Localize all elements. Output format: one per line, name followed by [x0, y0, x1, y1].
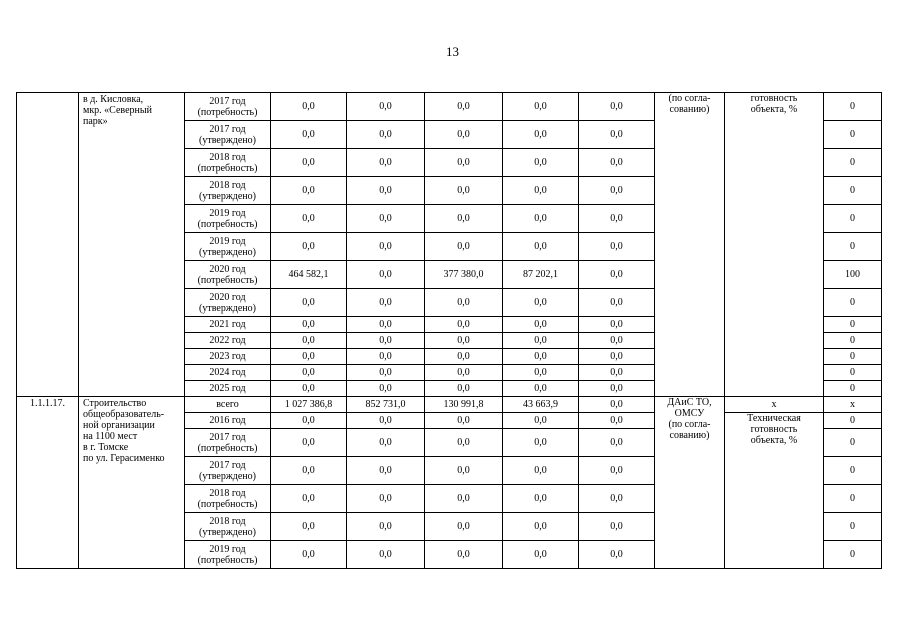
value-cell-v4: 0,0	[503, 149, 579, 177]
value-cell-v4: 0,0	[503, 485, 579, 513]
indicator-value-cell: 0	[824, 121, 882, 149]
period-cell: 2017 год (утверждено)	[185, 121, 271, 149]
item-code	[17, 93, 79, 397]
value-cell-v1: 0,0	[271, 177, 347, 205]
value-cell-v1: 0,0	[271, 121, 347, 149]
indicator-name-cell: х	[725, 397, 824, 413]
value-cell-v4: 87 202,1	[503, 261, 579, 289]
indicator-value-cell: х	[824, 397, 882, 413]
period-cell: 2016 год	[185, 413, 271, 429]
value-cell-v5: 0,0	[579, 149, 655, 177]
table-row-total	[17, 397, 882, 413]
period-cell: 2019 год (утверждено)	[185, 233, 271, 261]
value-cell-v5: 0,0	[579, 233, 655, 261]
value-cell-v4: 0,0	[503, 177, 579, 205]
indicator-value-cell: 0	[824, 93, 882, 121]
value-cell-v5: 0,0	[579, 541, 655, 569]
value-cell-v3: 0,0	[425, 177, 503, 205]
period-cell: 2024 год	[185, 365, 271, 381]
value-cell-v4: 0,0	[503, 429, 579, 457]
value-cell-v3: 0,0	[425, 513, 503, 541]
value-cell-v4: 43 663,9	[503, 397, 579, 413]
value-cell-v3: 0,0	[425, 205, 503, 233]
value-cell-v2: 0,0	[347, 485, 425, 513]
value-cell-v4: 0,0	[503, 413, 579, 429]
value-cell-v2: 0,0	[347, 121, 425, 149]
value-cell-v1: 0,0	[271, 365, 347, 381]
value-cell-v2: 0,0	[347, 457, 425, 485]
period-cell: 2018 год (потребность)	[185, 485, 271, 513]
value-cell-v1: 0,0	[271, 333, 347, 349]
item-name: Строительство общеобразователь- ной организации на 1100 мест в г. Томске по ул. Герасименко	[79, 397, 185, 569]
indicator-value-cell: 0	[824, 457, 882, 485]
indicator-value-cell: 0	[824, 149, 882, 177]
value-cell-v5: 0,0	[579, 93, 655, 121]
value-cell-v3: 0,0	[425, 233, 503, 261]
executor-cell: ДАиС ТО, ОМСУ (по согла- сованию)	[655, 397, 725, 569]
period-cell: 2018 год (утверждено)	[185, 513, 271, 541]
value-cell-v1: 0,0	[271, 93, 347, 121]
value-cell-v5: 0,0	[579, 429, 655, 457]
value-cell-v3: 0,0	[425, 349, 503, 365]
value-cell-v2: 0,0	[347, 429, 425, 457]
period-cell: 2018 год (потребность)	[185, 149, 271, 177]
value-cell-v2: 852 731,0	[347, 397, 425, 413]
period-cell: 2018 год (утверждено)	[185, 177, 271, 205]
value-cell-v3: 0,0	[425, 333, 503, 349]
value-cell-v4: 0,0	[503, 457, 579, 485]
value-cell-v5: 0,0	[579, 261, 655, 289]
value-cell-v2: 0,0	[347, 289, 425, 317]
value-cell-v1: 0,0	[271, 289, 347, 317]
period-cell: 2019 год (потребность)	[185, 205, 271, 233]
value-cell-v3: 0,0	[425, 365, 503, 381]
period-cell: 2025 год	[185, 381, 271, 397]
value-cell-v1: 0,0	[271, 205, 347, 233]
value-cell-v4: 0,0	[503, 541, 579, 569]
value-cell-v2: 0,0	[347, 413, 425, 429]
indicator-name-cell: Техническая готовность объекта, %	[725, 413, 824, 569]
value-cell-v2: 0,0	[347, 349, 425, 365]
value-cell-v1: 0,0	[271, 513, 347, 541]
value-cell-v3: 0,0	[425, 541, 503, 569]
value-cell-v2: 0,0	[347, 205, 425, 233]
value-cell-v3: 130 991,8	[425, 397, 503, 413]
period-cell: 2019 год (потребность)	[185, 541, 271, 569]
value-cell-v4: 0,0	[503, 289, 579, 317]
indicator-value-cell: 0	[824, 205, 882, 233]
value-cell-v1: 0,0	[271, 149, 347, 177]
value-cell-v2: 0,0	[347, 365, 425, 381]
value-cell-v5: 0,0	[579, 177, 655, 205]
value-cell-v3: 0,0	[425, 121, 503, 149]
value-cell-v4: 0,0	[503, 365, 579, 381]
page-number: 13	[446, 44, 459, 59]
value-cell-v3: 377 380,0	[425, 261, 503, 289]
value-cell-v3: 0,0	[425, 93, 503, 121]
value-cell-v1: 0,0	[271, 429, 347, 457]
table-row	[17, 93, 882, 121]
value-cell-v5: 0,0	[579, 289, 655, 317]
indicator-name-cell: готовность объекта, %	[725, 93, 824, 397]
indicator-value-cell: 0	[824, 381, 882, 397]
value-cell-v4: 0,0	[503, 205, 579, 233]
value-cell-v2: 0,0	[347, 177, 425, 205]
value-cell-v2: 0,0	[347, 233, 425, 261]
value-cell-v1: 0,0	[271, 457, 347, 485]
value-cell-v3: 0,0	[425, 485, 503, 513]
period-cell: 2017 год (утверждено)	[185, 457, 271, 485]
table-body	[17, 93, 882, 569]
value-cell-v3: 0,0	[425, 317, 503, 333]
value-cell-v1: 0,0	[271, 317, 347, 333]
value-cell-v2: 0,0	[347, 381, 425, 397]
value-cell-v4: 0,0	[503, 93, 579, 121]
indicator-value-cell: 0	[824, 429, 882, 457]
indicator-value-cell: 0	[824, 485, 882, 513]
value-cell-v3: 0,0	[425, 413, 503, 429]
value-cell-v1: 0,0	[271, 233, 347, 261]
period-cell: 2020 год (утверждено)	[185, 289, 271, 317]
value-cell-v3: 0,0	[425, 381, 503, 397]
value-cell-v1: 1 027 386,8	[271, 397, 347, 413]
indicator-value-cell: 0	[824, 413, 882, 429]
value-cell-v4: 0,0	[503, 121, 579, 149]
value-cell-v3: 0,0	[425, 429, 503, 457]
value-cell-v4: 0,0	[503, 233, 579, 261]
period-cell: 2017 год (потребность)	[185, 93, 271, 121]
indicator-value-cell: 0	[824, 177, 882, 205]
indicator-value-cell: 0	[824, 333, 882, 349]
value-cell-v1: 0,0	[271, 413, 347, 429]
value-cell-v2: 0,0	[347, 93, 425, 121]
period-cell: 2023 год	[185, 349, 271, 365]
value-cell-v1: 0,0	[271, 381, 347, 397]
value-cell-v4: 0,0	[503, 333, 579, 349]
indicator-value-cell: 0	[824, 349, 882, 365]
value-cell-v2: 0,0	[347, 149, 425, 177]
value-cell-v3: 0,0	[425, 289, 503, 317]
indicator-value-cell: 0	[824, 541, 882, 569]
indicator-value-cell: 0	[824, 365, 882, 381]
program-table	[16, 92, 882, 569]
value-cell-v4: 0,0	[503, 317, 579, 333]
executor-cell: (по согла- сованию)	[655, 93, 725, 397]
indicator-value-cell: 0	[824, 289, 882, 317]
value-cell-v3: 0,0	[425, 149, 503, 177]
value-cell-v1: 0,0	[271, 541, 347, 569]
value-cell-v5: 0,0	[579, 333, 655, 349]
value-cell-v1: 0,0	[271, 349, 347, 365]
period-cell: всего	[185, 397, 271, 413]
value-cell-v5: 0,0	[579, 365, 655, 381]
period-cell: 2017 год (потребность)	[185, 429, 271, 457]
indicator-value-cell: 100	[824, 261, 882, 289]
value-cell-v3: 0,0	[425, 457, 503, 485]
value-cell-v5: 0,0	[579, 381, 655, 397]
value-cell-v5: 0,0	[579, 397, 655, 413]
value-cell-v4: 0,0	[503, 349, 579, 365]
period-cell: 2021 год	[185, 317, 271, 333]
value-cell-v1: 0,0	[271, 485, 347, 513]
indicator-value-cell: 0	[824, 513, 882, 541]
value-cell-v5: 0,0	[579, 413, 655, 429]
indicator-value-cell: 0	[824, 317, 882, 333]
value-cell-v2: 0,0	[347, 261, 425, 289]
value-cell-v5: 0,0	[579, 121, 655, 149]
item-name: в д. Кисловка, мкр. «Северный парк»	[79, 93, 185, 397]
period-cell: 2022 год	[185, 333, 271, 349]
value-cell-v2: 0,0	[347, 541, 425, 569]
value-cell-v5: 0,0	[579, 317, 655, 333]
value-cell-v4: 0,0	[503, 381, 579, 397]
value-cell-v1: 464 582,1	[271, 261, 347, 289]
indicator-value-cell: 0	[824, 233, 882, 261]
value-cell-v2: 0,0	[347, 333, 425, 349]
value-cell-v5: 0,0	[579, 513, 655, 541]
value-cell-v5: 0,0	[579, 205, 655, 233]
value-cell-v4: 0,0	[503, 513, 579, 541]
value-cell-v5: 0,0	[579, 349, 655, 365]
item-code: 1.1.1.17.	[17, 397, 79, 569]
value-cell-v2: 0,0	[347, 513, 425, 541]
value-cell-v5: 0,0	[579, 457, 655, 485]
value-cell-v5: 0,0	[579, 485, 655, 513]
value-cell-v2: 0,0	[347, 317, 425, 333]
period-cell: 2020 год (потребность)	[185, 261, 271, 289]
